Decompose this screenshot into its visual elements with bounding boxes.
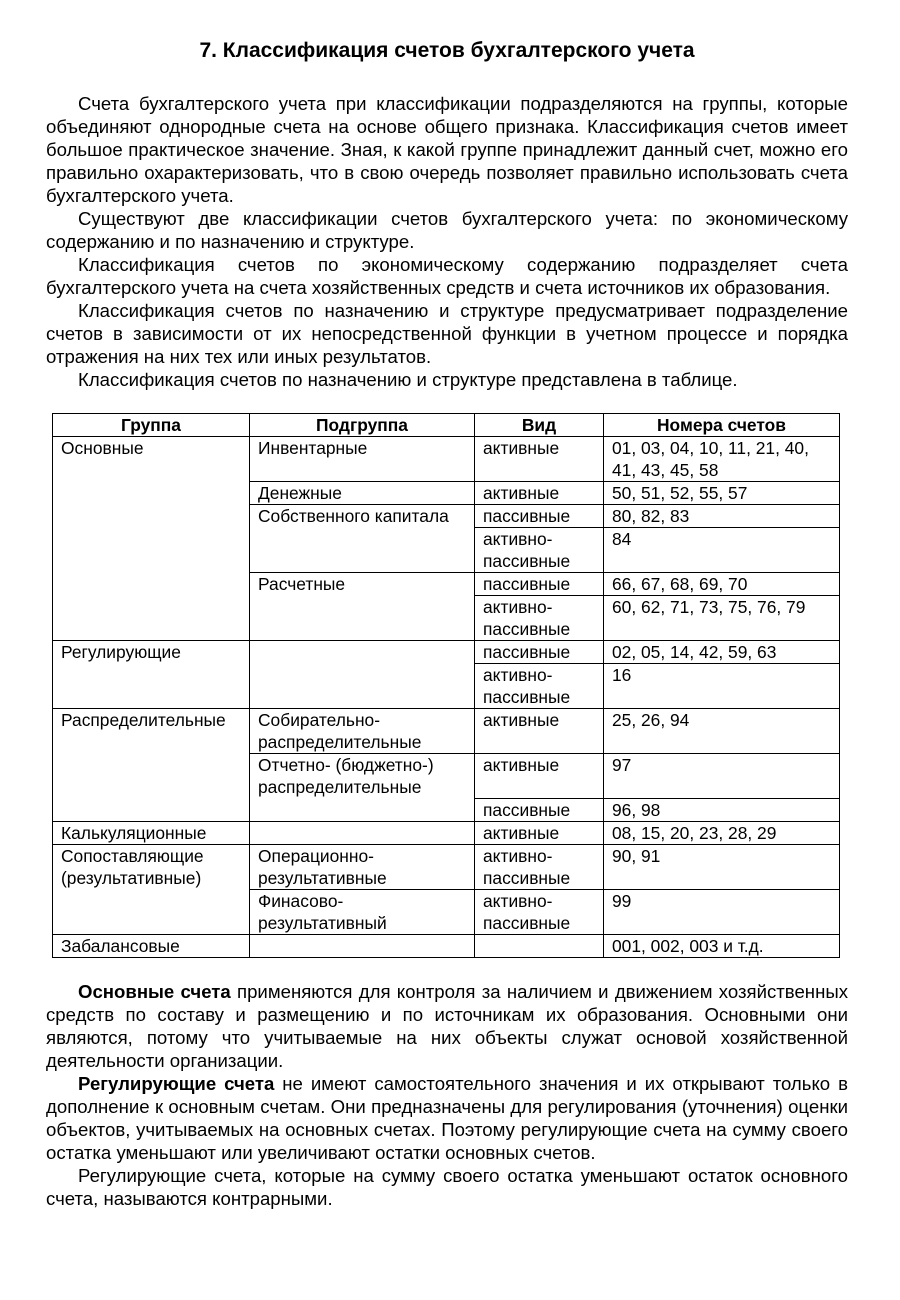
group-cell: Калькуляционные xyxy=(53,822,250,845)
subgroup-cell: Собирательно-распределительные xyxy=(250,709,475,754)
kind-cell-empty xyxy=(475,935,604,958)
table-row xyxy=(53,845,840,890)
intro-paragraph: Классификация счетов по назначению и структуре представлена в таблице. xyxy=(78,369,738,390)
intro-paragraph: Счета бухгалтерского учета при классификации подразделяются на группы, которые объединяют однородные счета на основе общего признака. Классификация счетов имеет большое практическое значение. Зная, к какой группе принадлежит данный счет, можно его правильно охарактеризовать, что в свою очередь позволяет правильно использовать счета бухгалтерского учета. xyxy=(46,93,848,206)
header-group: Группа xyxy=(53,414,250,437)
bold-term: Регулирующие счета xyxy=(78,1073,275,1094)
intro-paragraph: Существуют две классификации счетов бухгалтерского учета: по экономическому содержанию и по назначению и структуре. xyxy=(46,208,848,252)
account-numbers-cell: 60, 62, 71, 73, 75, 76, 79 xyxy=(604,596,840,641)
explanation-paragraph: Регулирующие счета, которые на сумму своего остатка уменьшают остаток основного счета, называются контрарными. xyxy=(46,1165,848,1209)
subgroup-cell: Денежные xyxy=(250,482,475,505)
subgroup-cell: Операционно-результативные xyxy=(250,845,475,890)
table-row xyxy=(53,935,840,958)
kind-cell: активные xyxy=(475,482,604,505)
account-numbers-cell: 25, 26, 94 xyxy=(604,709,840,754)
header-subgroup: Подгруппа xyxy=(250,414,475,437)
kind-cell: активные xyxy=(475,822,604,845)
kind-cell: активные xyxy=(475,754,604,799)
kind-cell: пассивные xyxy=(475,573,604,596)
subgroup-cell-empty xyxy=(250,822,475,845)
subgroup-cell: Расчетные xyxy=(250,573,475,641)
account-numbers-cell: 66, 67, 68, 69, 70 xyxy=(604,573,840,596)
subgroup-cell: Собственного капитала xyxy=(250,505,475,573)
header-kind: Вид xyxy=(475,414,604,437)
intro-paragraph: Классификация счетов по экономическому содержанию подразделяет счета бухгалтерского учета на счета хозяйственных средств и счета источников их образования. xyxy=(46,254,848,298)
kind-cell: активно-пассивные xyxy=(475,528,604,573)
explanation-paragraph xyxy=(46,980,848,1072)
account-numbers-cell: 84 xyxy=(604,528,840,573)
classification-table xyxy=(52,413,840,958)
kind-cell: активные xyxy=(475,437,604,482)
kind-cell: активно-пассивные xyxy=(475,845,604,890)
group-cell: Регулирующие xyxy=(53,641,250,709)
explanation-paragraph xyxy=(46,1072,848,1164)
account-numbers-cell: 97 xyxy=(604,754,840,799)
kind-cell: пассивные xyxy=(475,505,604,528)
table-header-row xyxy=(53,414,840,437)
account-numbers-cell: 50, 51, 52, 55, 57 xyxy=(604,482,840,505)
kind-cell: активные xyxy=(475,709,604,754)
account-numbers-cell: 99 xyxy=(604,890,840,935)
account-numbers-cell: 90, 91 xyxy=(604,845,840,890)
account-numbers-cell: 01, 03, 04, 10, 11, 21, 40, 41, 43, 45, 58 xyxy=(604,437,840,482)
account-numbers-cell: 80, 82, 83 xyxy=(604,505,840,528)
table-row xyxy=(53,822,840,845)
account-numbers-cell: 08, 15, 20, 23, 28, 29 xyxy=(604,822,840,845)
table-row xyxy=(53,709,840,754)
account-numbers-cell: 16 xyxy=(604,664,840,709)
subgroup-cell: Инвентарные xyxy=(250,437,475,482)
group-cell: Распределительные xyxy=(53,709,250,822)
subgroup-cell: Отчетно- (бюджетно-) распределительные xyxy=(250,754,475,822)
kind-cell: активно-пассивные xyxy=(475,890,604,935)
subgroup-cell-empty xyxy=(250,935,475,958)
account-numbers-cell: 001, 002, 003 и т.д. xyxy=(604,935,840,958)
explanation-section xyxy=(46,980,848,1210)
paragraph-text: не имеют самостоятельного значения и их открывают только в дополнение к основным счетам. Они предназначены для регулирования (уточнения) оценки объектов, учитываемых на основных счетах. Поэтому регулирующие счета на сумму своего остатка уменьшают или увеличивают остатки основных счетов. xyxy=(46,1073,848,1163)
account-numbers-cell: 96, 98 xyxy=(604,799,840,822)
kind-cell: активно-пассивные xyxy=(475,596,604,641)
intro-paragraph: Классификация счетов по назначению и структуре предусматривает подразделение счетов в зависимости от их непосредственной функции в учетном процессе и порядка отражения на них тех или иных результатов. xyxy=(46,300,848,367)
table-row xyxy=(53,437,840,482)
table-row xyxy=(53,641,840,664)
kind-cell: пассивные xyxy=(475,799,604,822)
account-numbers-cell: 02, 05, 14, 42, 59, 63 xyxy=(604,641,840,664)
subgroup-cell: Финасово-результативный xyxy=(250,890,475,935)
page-title: 7. Классификация счетов бухгалтерского учета xyxy=(199,39,695,62)
header-account-numbers: Номера счетов xyxy=(604,414,840,437)
bold-term: Основные счета xyxy=(78,981,231,1002)
group-cell: Забалансовые xyxy=(53,935,250,958)
group-cell: Основные xyxy=(53,437,250,641)
kind-cell: активно-пассивные xyxy=(475,664,604,709)
subgroup-cell-empty xyxy=(250,641,475,709)
kind-cell: пассивные xyxy=(475,641,604,664)
paragraph-text: применяются для контроля за наличием и движением хозяйственных средств по составу и размещению и по источникам их образования. Основными они являются, потому что учитываемые на них объекты служат основой хозяйственной деятельности организации. xyxy=(46,981,848,1071)
group-cell: Сопоставляющие (результативные) xyxy=(53,845,250,935)
